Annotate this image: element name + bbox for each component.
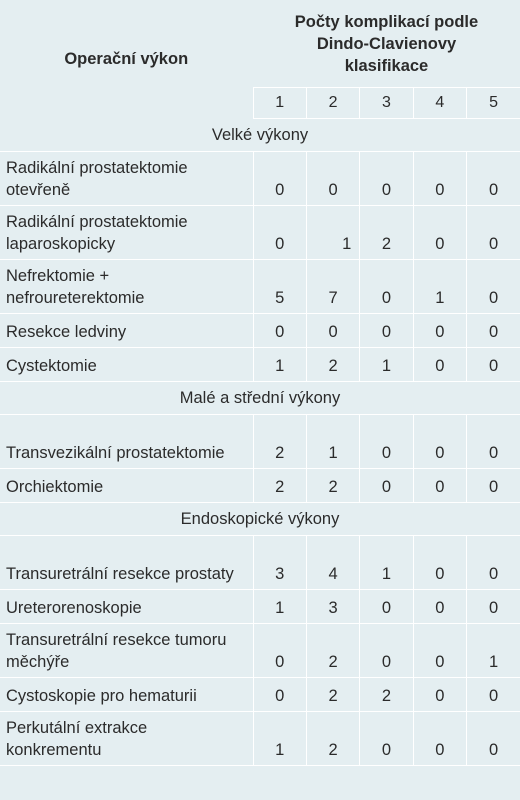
procedure-name: Nefrektomie + nefroureterektomie xyxy=(0,260,253,314)
value-cell: 0 xyxy=(467,206,520,260)
complications-header: Počty komplikací podle Dindo-Clavienovy klasifikace xyxy=(294,12,479,75)
procedure-name: Cystoskopie pro hematurii xyxy=(0,678,253,712)
value-cell: 0 xyxy=(360,415,413,469)
value-cell: 0 xyxy=(360,152,413,206)
value-cell: 1 xyxy=(253,590,306,624)
value-cell: 0 xyxy=(467,348,520,382)
value-cell: 1 xyxy=(467,624,520,678)
table-row xyxy=(0,260,520,314)
section-endoscopic xyxy=(0,503,520,766)
value-cell: 1 xyxy=(306,415,359,469)
procedure-header: Operační výkon xyxy=(64,50,189,69)
table-row xyxy=(0,348,520,382)
value-cell: 0 xyxy=(467,678,520,712)
value-cell: 0 xyxy=(413,152,466,206)
table-row xyxy=(0,536,520,590)
value-cell: 3 xyxy=(253,536,306,590)
table-row xyxy=(0,678,520,712)
value-cell: 0 xyxy=(253,624,306,678)
value-cell: 0 xyxy=(413,415,466,469)
value-cell: 2 xyxy=(306,678,359,712)
value-cell: 0 xyxy=(360,712,413,766)
value-cell: 1 xyxy=(253,712,306,766)
table-row xyxy=(0,712,520,766)
table-row xyxy=(0,469,520,503)
value-cell: 0 xyxy=(253,678,306,712)
value-cell: 0 xyxy=(360,624,413,678)
value-cell: 0 xyxy=(467,152,520,206)
value-cell: 0 xyxy=(413,206,466,260)
procedure-name: Transuretrální resekce prostaty xyxy=(0,536,253,590)
value-cell: 2 xyxy=(306,348,359,382)
value-cell: 0 xyxy=(413,590,466,624)
value-cell: 0 xyxy=(467,536,520,590)
value-cell: 0 xyxy=(467,314,520,348)
value-cell: 1 xyxy=(360,536,413,590)
table-row xyxy=(0,590,520,624)
value-cell: 0 xyxy=(253,314,306,348)
value-cell: 1 xyxy=(413,260,466,314)
value-cell: 0 xyxy=(360,260,413,314)
procedure-name: Perkutální extrakce konkrementu xyxy=(0,712,253,766)
value-cell: 0 xyxy=(306,152,359,206)
value-cell: 2 xyxy=(253,469,306,503)
value-cell: 1 xyxy=(360,348,413,382)
value-cell: 2 xyxy=(306,712,359,766)
procedure-name: Ureterorenoskopie xyxy=(0,590,253,624)
section-small-medium xyxy=(0,382,520,503)
value-cell: 2 xyxy=(253,415,306,469)
section-major xyxy=(0,119,520,382)
value-cell: 1 xyxy=(253,348,306,382)
table-row xyxy=(0,415,520,469)
grade-header-3: 3 xyxy=(360,88,413,119)
value-cell: 0 xyxy=(360,469,413,503)
section-title: Velké výkony xyxy=(0,119,520,152)
grade-header-5: 5 xyxy=(467,88,520,119)
value-cell: 5 xyxy=(253,260,306,314)
value-cell: 0 xyxy=(467,260,520,314)
value-cell: 2 xyxy=(360,206,413,260)
value-cell: 0 xyxy=(467,590,520,624)
value-cell: 0 xyxy=(413,678,466,712)
section-title: Endoskopické výkony xyxy=(0,503,520,536)
value-cell: 0 xyxy=(253,206,306,260)
value-cell: 0 xyxy=(253,152,306,206)
grade-header-2: 2 xyxy=(306,88,359,119)
procedure-name: Cystektomie xyxy=(0,348,253,382)
value-cell: 2 xyxy=(306,469,359,503)
value-cell: 7 xyxy=(306,260,359,314)
table-row xyxy=(0,152,520,206)
value-cell: 0 xyxy=(360,314,413,348)
value-cell: 3 xyxy=(306,590,359,624)
grade-header-4: 4 xyxy=(413,88,466,119)
procedure-name: Transvezikální prostatektomie xyxy=(0,415,253,469)
value-cell: 0 xyxy=(467,469,520,503)
value-cell: 2 xyxy=(360,678,413,712)
value-cell: 0 xyxy=(413,314,466,348)
value-cell: 0 xyxy=(413,536,466,590)
procedure-name: Transuretrální resekce tumoru měchýře xyxy=(0,624,253,678)
value-cell: 0 xyxy=(467,415,520,469)
value-cell: 0 xyxy=(467,712,520,766)
value-cell: 2 xyxy=(306,624,359,678)
value-cell: 0 xyxy=(413,624,466,678)
value-cell: 0 xyxy=(306,314,359,348)
procedure-name: Radikální prostatektomie laparoskopicky xyxy=(0,206,253,260)
grade-header-1: 1 xyxy=(253,88,306,119)
table-row xyxy=(0,314,520,348)
value-cell: 0 xyxy=(360,590,413,624)
procedure-name: Resekce ledviny xyxy=(0,314,253,348)
procedure-name: Radikální prostatektomie otevřeně xyxy=(0,152,253,206)
value-cell: 0 xyxy=(413,712,466,766)
procedure-name: Orchiektomie xyxy=(0,469,253,503)
table-row xyxy=(0,206,520,260)
value-cell: 0 xyxy=(413,469,466,503)
value-cell: 4 xyxy=(306,536,359,590)
table-row xyxy=(0,624,520,678)
section-title: Malé a střední výkony xyxy=(0,382,520,415)
value-cell: 0 xyxy=(413,348,466,382)
value-cell: 1 xyxy=(306,206,359,260)
